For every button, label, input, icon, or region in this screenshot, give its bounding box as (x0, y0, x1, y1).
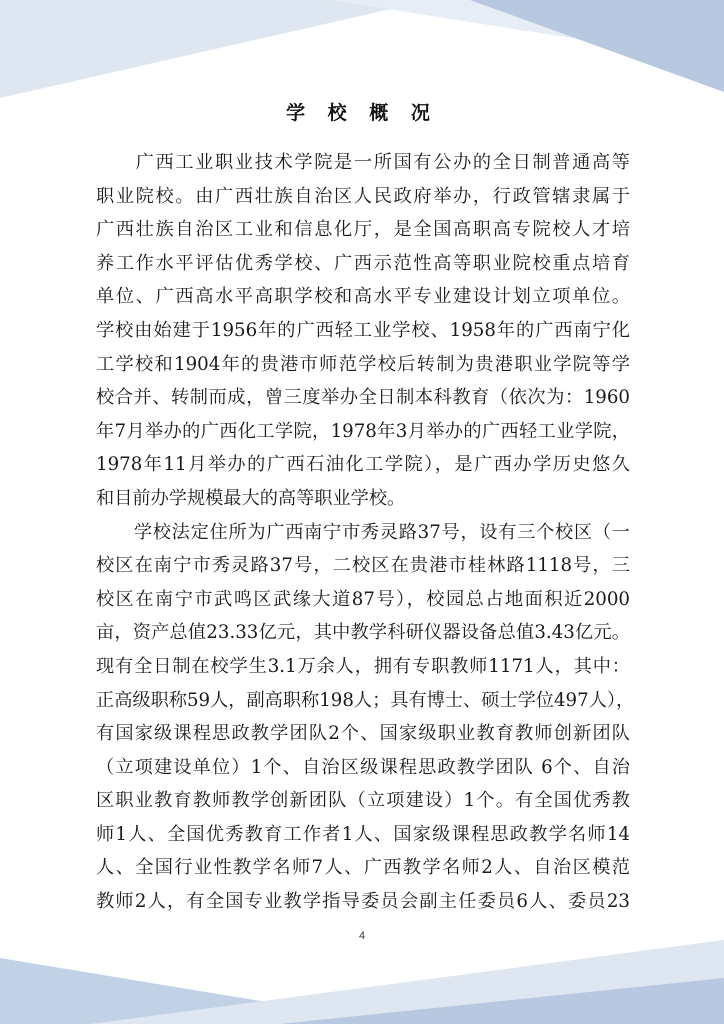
text-line: 区职业教育教师教学创新团队（立项建设）1个。有全国优秀教 (96, 790, 630, 812)
text-line: 现有全日制在校学生3.1万余人，拥有专职教师1171人，其中： (96, 655, 630, 677)
text-line: 亩，资产总值23.33亿元，其中教学科研仪器设备总值3.43亿元。 (96, 622, 630, 644)
text-line: 广西工业职业技术学院是一所国有公办的全日制普通高等 (96, 152, 630, 173)
paragraph-2 (96, 516, 635, 919)
text-line: 养工作水平评估优秀学校、广西示范性高等职业院校重点培育 (96, 252, 630, 274)
text-line: 单位、广西高水平高职学校和高水平专业建设计划立项单位。 (96, 286, 630, 308)
text-line: （立项建设单位）1个、自治区级课程思政教学团队 6个、自治 (96, 756, 630, 778)
text-line: 学校法定住所为广西南宁市秀灵路37号，设有三个校区（一 (96, 521, 630, 543)
text-line: 校区在南宁市秀灵路37号，二校区在贵港市桂林路1118号，三 (96, 555, 630, 577)
text-line: 职业院校。由广西壮族自治区人民政府举办，行政管辖隶属于 (96, 185, 630, 207)
page-title: 学 校 概 况 (286, 102, 438, 124)
body-text (96, 146, 635, 919)
text-line: 教师2人，有全国专业教学指导委员会副主任委员6人、委员23 (96, 891, 630, 913)
decor-band-top-left (0, 0, 430, 98)
page-number: 4 (358, 930, 366, 942)
text-line: 校合并、转制而成，曾三度举办全日制本科教育（依次为：1960 (96, 387, 630, 409)
text-line: 学校由始建于1956年的广西轻工业学校、1958年的广西南宁化 (96, 319, 630, 341)
text-line: 年7月举办的广西化工学院，1978年3月举办的广西轻工业学院， (96, 420, 630, 442)
text-line: 师1人、全国优秀教育工作者1人、国家级课程思政教学名师14 (96, 823, 630, 845)
text-line: 正高级职称59人，副高职称198人；具有博士、硕士学位497人）， (96, 689, 635, 711)
text-line: 工学校和1904年的贵港市师范学校后转制为贵港职业学院等学 (96, 353, 630, 375)
decor-band-top-corner (470, 0, 724, 92)
text-line: 1978年11月举办的广西石油化工学院），是广西办学历史悠久 (96, 454, 630, 476)
text-line: 人、全国行业性教学名师7人、广西教学名师2人、自治区模范 (96, 857, 630, 879)
text-line: 校区在南宁市武鸣区武缘大道87号），校园总占地面积近2000 (96, 588, 630, 610)
paragraph-1 (96, 146, 630, 516)
text-line: 和目前办学规模最大的高等职业学校。 (96, 487, 406, 509)
text-line: 广西壮族自治区工业和信息化厅，是全国高职高专院校人才培 (96, 219, 630, 241)
text-line: 有国家级课程思政教学团队2个、国家级职业教育教师创新团队 (96, 723, 630, 745)
